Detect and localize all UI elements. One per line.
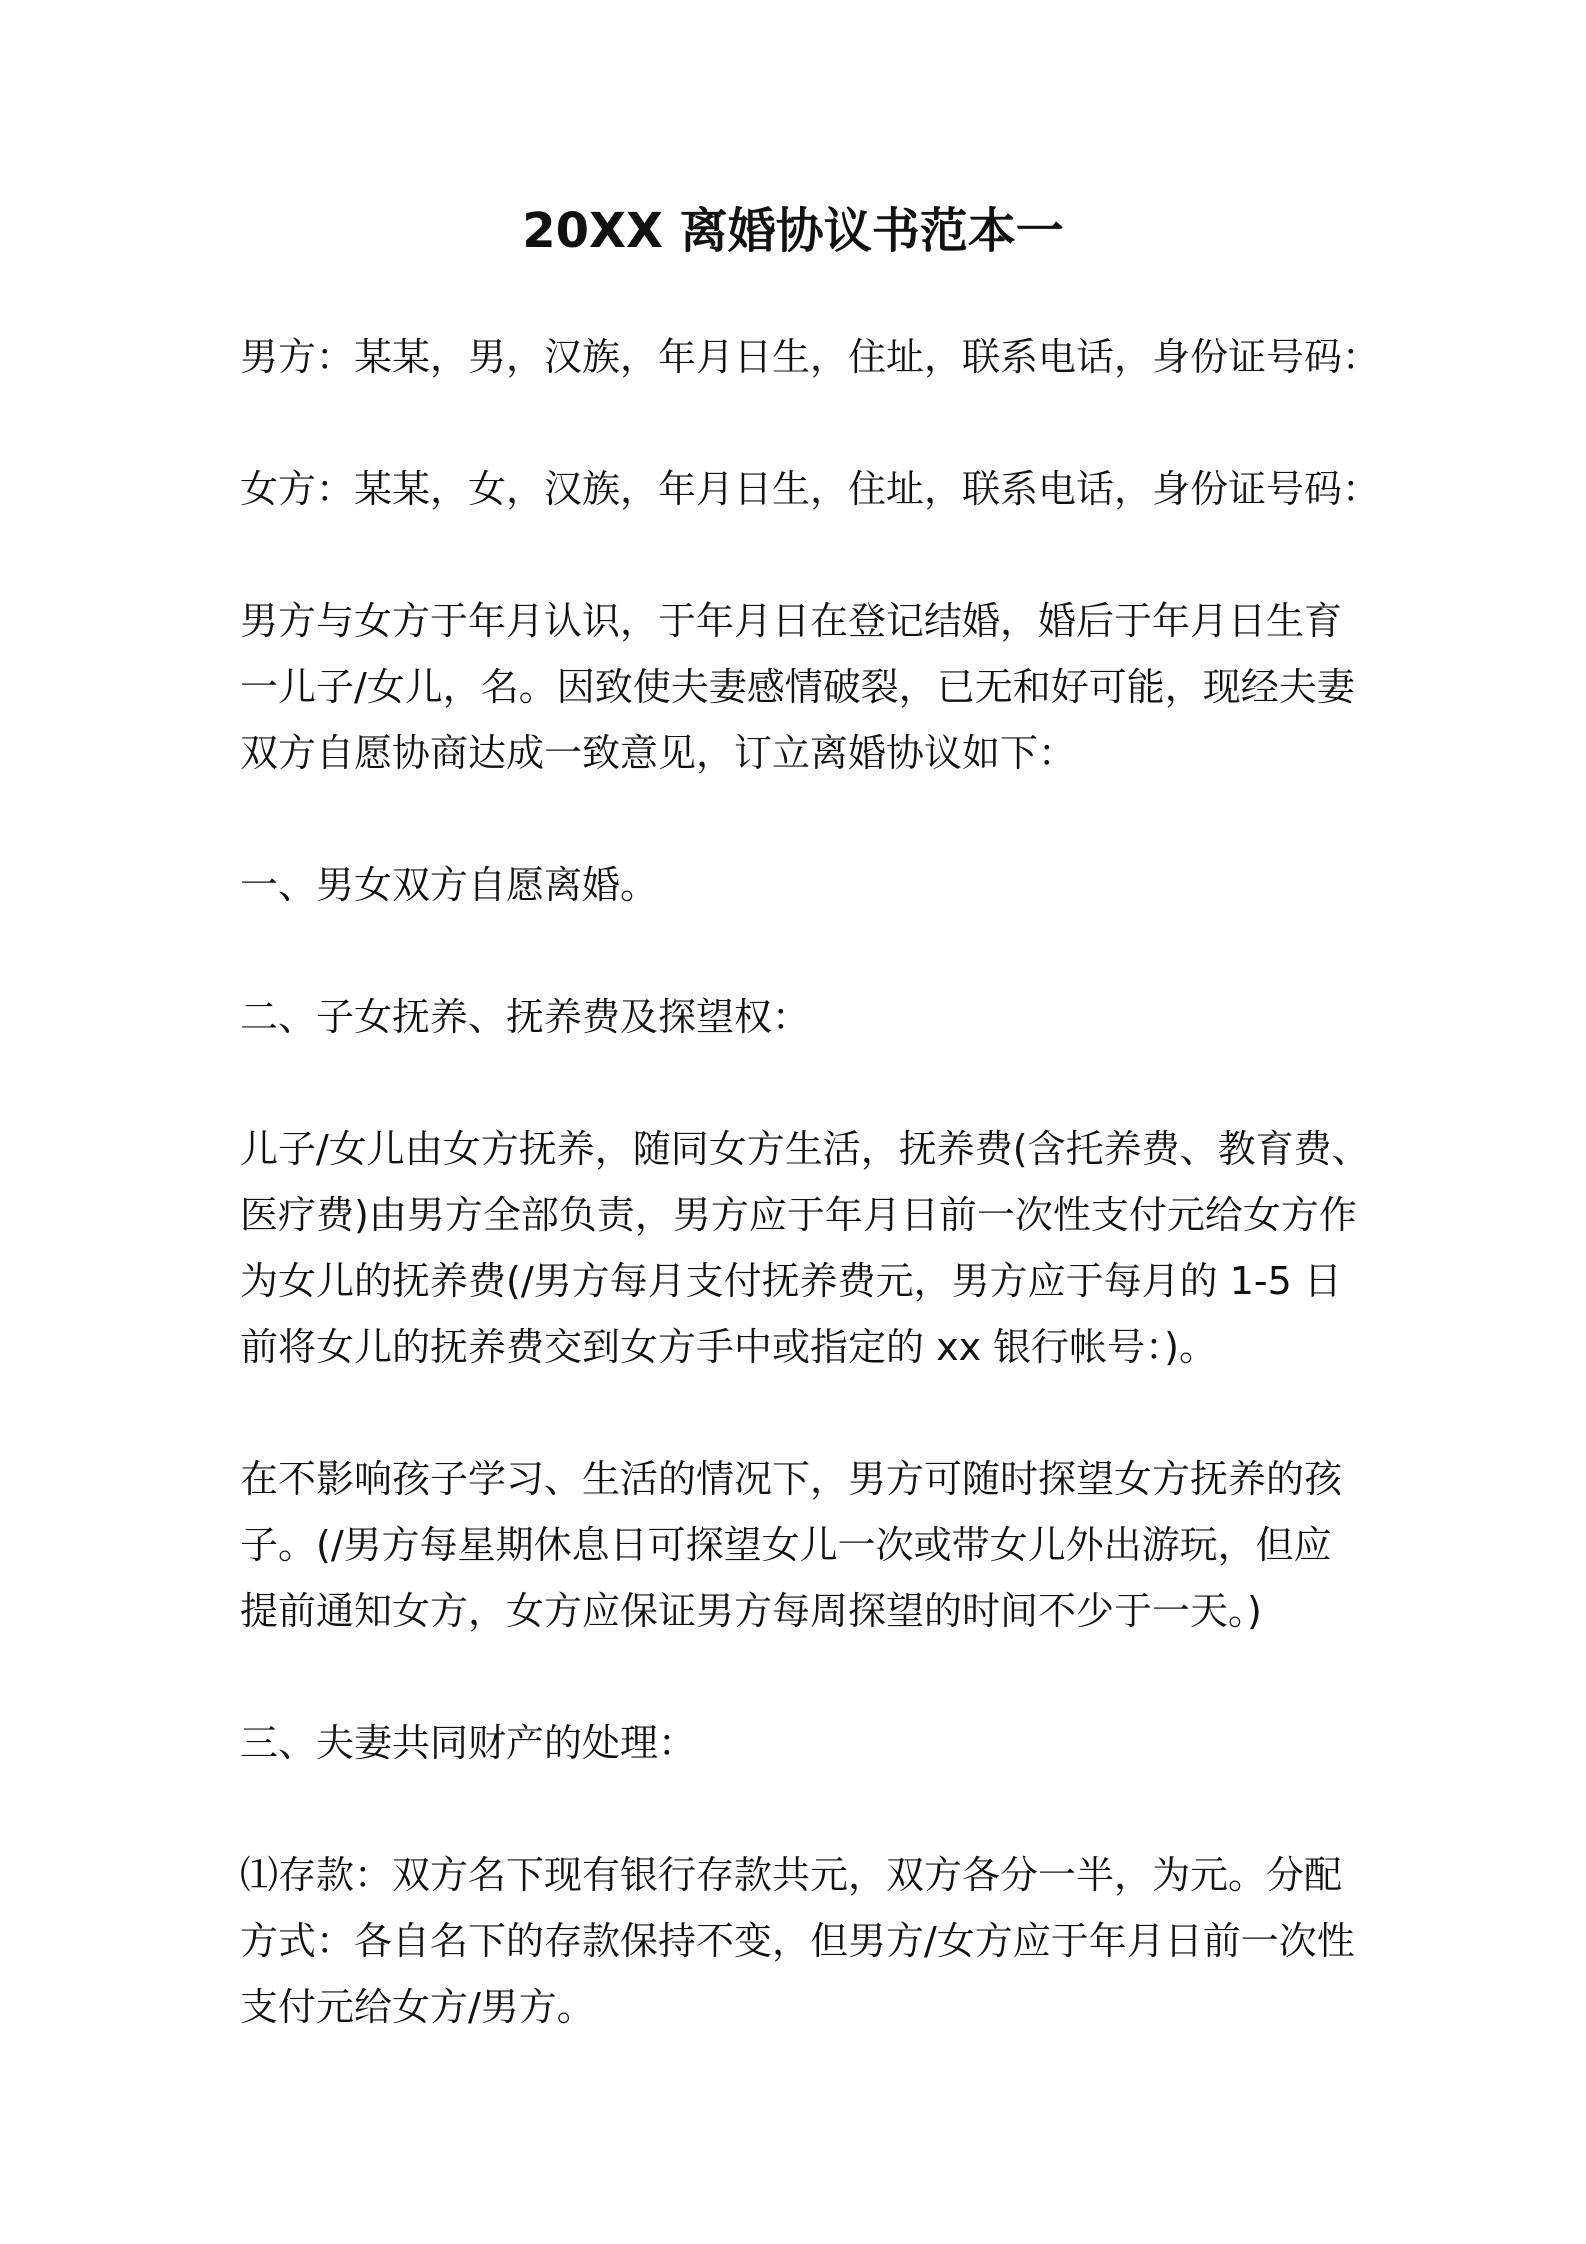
paragraph-line: ⑴存款：双方名下现有银行存款共元，双方各分一半，为元。分配 xyxy=(240,1853,1343,1897)
paragraph-line: 二、子女抚养、抚养费及探望权： xyxy=(240,995,811,1039)
paragraph-visitation xyxy=(240,1446,1360,1644)
paragraph-line: 一、男女双方自愿离婚。 xyxy=(240,863,659,907)
paragraph-line: 提前通知女方，女方应保证男方每周探望的时间不少于一天。) xyxy=(240,1589,1262,1633)
section-heading-2 xyxy=(240,984,1360,1050)
paragraph-line: 方式：各自名下的存款保持不变，但男方/女方应于年月日前一次性 xyxy=(240,1919,1355,1963)
paragraph-line: 男方与女方于年月认识，于年月日在登记结婚，婚后于年月日生育 xyxy=(240,599,1343,643)
paragraph-line: 子。(/男方每星期休息日可探望女儿一次或带女儿外出游玩，但应 xyxy=(240,1523,1332,1567)
section-heading-1 xyxy=(240,852,1360,918)
document-title: 20XX 离婚协议书范本一 xyxy=(522,203,1064,259)
paragraph-line: 三、夫妻共同财产的处理： xyxy=(240,1721,697,1765)
paragraph-line: 医疗费)由男方全部负责，男方应于年月日前一次性支付元给女方作 xyxy=(240,1193,1357,1237)
paragraph-line: 男方：某某，男，汉族，年月日生，住址，联系电话，身份证号码： xyxy=(240,335,1381,379)
paragraph-line: 女方：某某，女，汉族，年月日生，住址，联系电话，身份证号码： xyxy=(240,467,1381,511)
paragraph-line: 在不影响孩子学习、生活的情况下，男方可随时探望女方抚养的孩 xyxy=(240,1457,1343,1501)
paragraph-male-party xyxy=(240,324,1381,390)
paragraph-savings xyxy=(240,1842,1360,2040)
section-heading-3 xyxy=(240,1710,1360,1776)
paragraph-line: 前将女儿的抚养费交到女方手中或指定的 xx 银行帐号：)。 xyxy=(240,1325,1217,1369)
paragraph-female-party xyxy=(240,456,1381,522)
paragraph-line: 为女儿的抚养费(/男方每月支付抚养费元，男方应于每月的 1-5 日 xyxy=(240,1259,1342,1303)
paragraph-line: 支付元给女方/男方。 xyxy=(240,1985,595,2029)
paragraph-line: 一儿子/女儿，名。因致使夫妻感情破裂，已无和好可能，现经夫妻 xyxy=(240,665,1355,709)
paragraph-introduction xyxy=(240,588,1360,786)
paragraph-line: 儿子/女儿由女方抚养，随同女方生活，抚养费(含托养费、教育费、 xyxy=(240,1127,1370,1171)
paragraph-child-support xyxy=(240,1116,1370,1380)
paragraph-line: 双方自愿协商达成一致意见，订立离婚协议如下： xyxy=(240,731,1077,775)
